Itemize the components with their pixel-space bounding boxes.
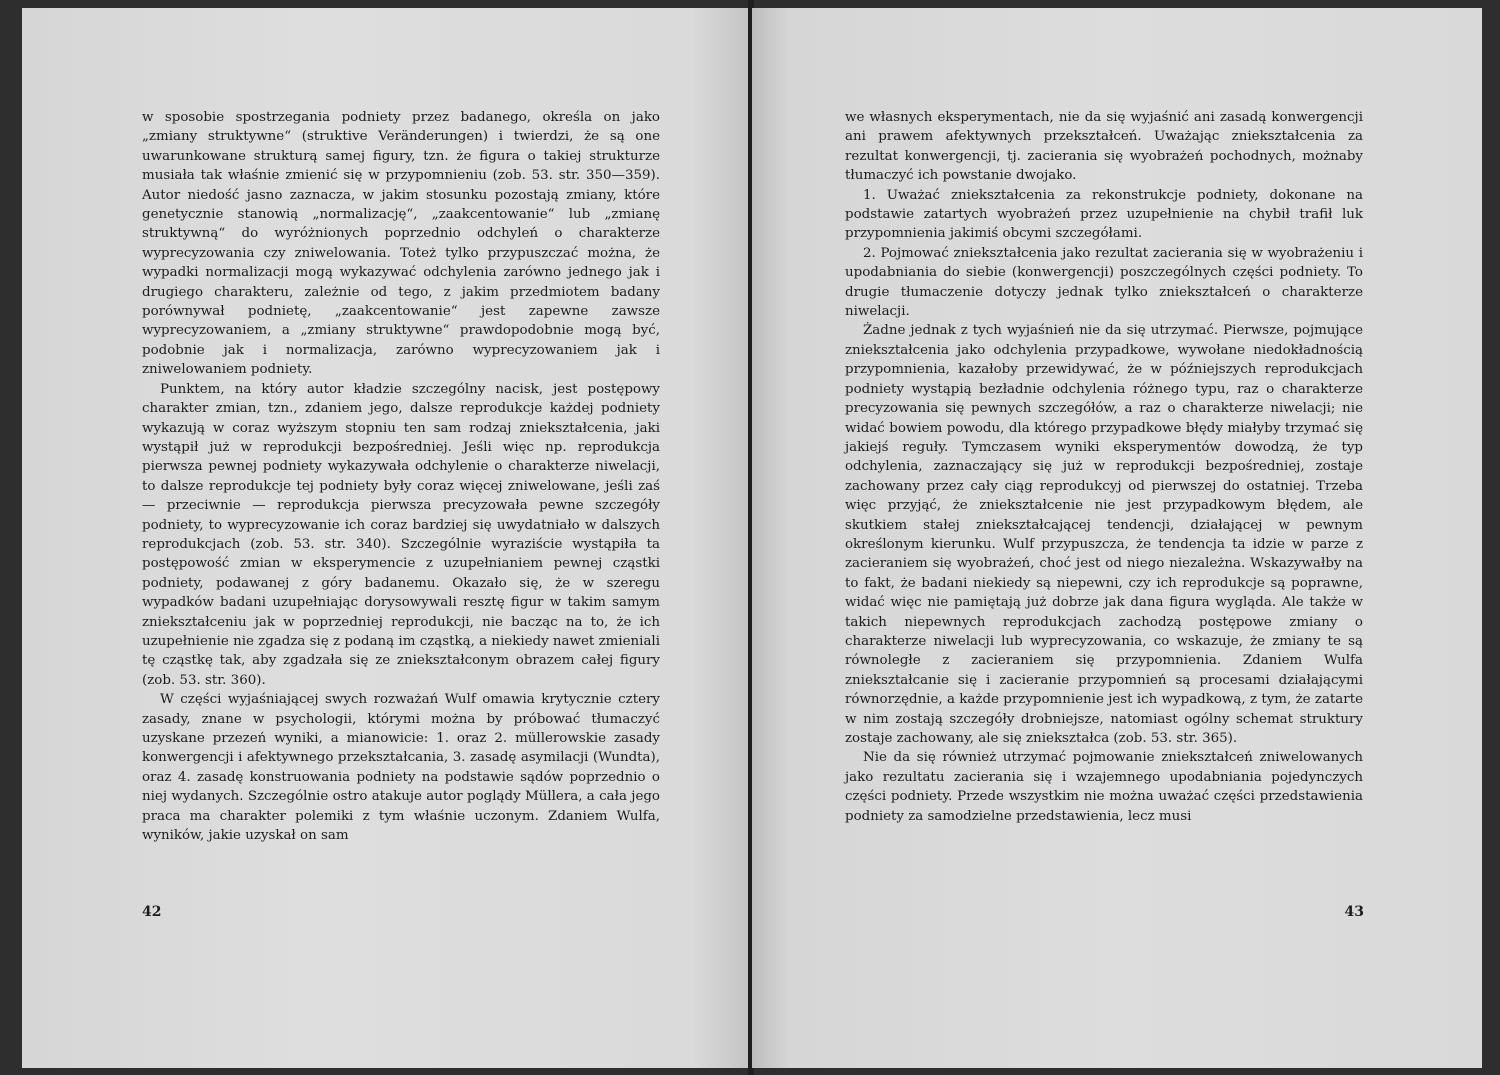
paragraph: 2. Pojmować zniekształcenia jako rezultat zacierania się w wyobrażeniu i upodabniania do siebie (konwergencji) poszczególnych części podniety. To drugie tłumaczenie dotyczy jednak tylko zniekształceń o charakterze niwelacji. (845, 245, 1363, 320)
page-number: 43 (1344, 904, 1364, 920)
paragraph: Żadne jednak z tych wyjaśnień nie da się utrzymać. Pierwsze, pojmujące zniekształcenia jako odchylenia przypadkowe, wywołane niedokładnością przypomnienia, kazałoby przewidywać, że w późniejszych reprodukcjach podniety wystąpią bezładnie odchylenia różnego typu, raz o charakterze precyzowania się pewnych szczegółów, a raz o charakterze niwelacji; nie widać bowiem powodu, dla którego przypadkowe błędy miałyby trzymać się jakiejś reguły. Tymczasem wyniki eksperymentów dowodzą, że typ odchylenia, zaznaczający się już w reprodukcji bezpośredniej, zostaje zachowany przez cały ciąg reprodukcyj od pierwszej do ostatniej. Trzeba więc przyjąć, że zniekształcenie nie jest przypadkowym błędem, ale skutkiem stałej zniekształcającej tendencji, działającej w pewnym określonym kierunku. Wulf przypuszcza, że tendencja ta idzie w parze z zacieraniem się wyobrażeń, choć jest od niego niezależna. Wskazywałby na to fakt, że badani niekiedy są niepewni, czy ich reprodukcje są poprawne, widać więc nie pamiętają już dobrze jak dana figura wygląda. Ale także w takich niepewnych reprodukcjach zachodzą postępowe zmiany o charakterze niwelacji lub wyprecyzowania, co wskazuje, że zmiany te są równoległe z zacieraniem się przypomnienia. Zdaniem Wulfa zniekształcanie się i zacieranie przypomnień są procesami działającymi równorzędnie, a każde przypomnienie jest ich wypadkową, z tym, że zatarte w nim zostają szczegóły drobniejsze, natomiast ogólny schemat struktury zostaje zachowany, ale się zniekształca (zob. 53. str. 365). (845, 323, 1363, 746)
right-page-text (845, 108, 1363, 826)
right-page (752, 8, 1482, 1068)
paragraph: W części wyjaśniającej swych rozważań Wulf omawia krytycznie cztery zasady, znane w psychologii, którymi można by próbować tłumaczyć uzyskane przezeń wyniki, a mianowicie: 1. oraz 2. müllerowskie zasady konwergencji i afektywnego przekształcania, 3. zasadę asymilacji (Wundta), oraz 4. zasadę konstruowania podniety na podstawie sądów poprzednio o niej wydanych. Szczególnie ostro atakuje autor poglądy Müllera, a cała jego praca ma charakter polemiki z tym właśnie uczonym. Zdaniem Wulfa, wyników, jakie uzyskał on sam (142, 692, 660, 844)
paragraph: we własnych eksperymentach, nie da się wyjaśnić ani zasadą konwergencji ani prawem afektywnych przekształceń. Uważając zniekształcenia za rezultat konwergencji, tj. zacierania się wyobrażeń pochodnych, możnaby tłumaczyć ich powstanie dwojako. (845, 110, 1363, 184)
paragraph: Nie da się również utrzymać pojmowanie zniekształceń zniwelowanych jako rezultatu zacierania się i wzajemnego upodabniania pojedynczych części podniety. Przede wszystkim nie można uważać części przedstawienia podniety za samodzielne przedstawienia, lecz musi (845, 750, 1363, 824)
paragraph: Punktem, na który autor kładzie szczególny nacisk, jest postępowy charakter zmian, tzn., zdaniem jego, dalsze reprodukcje każdej podniety wykazują w coraz wyższym stopniu ten sam rodzaj zniekształcenia, jaki wystąpił już w reprodukcji bezpośredniej. Jeśli więc np. reprodukcja pierwsza pewnej podniety wykazywała odchylenie o charakterze niwelacji, to dalsze reprodukcje tej podniety były coraz więcej zniwelowane, jeśli zaś — przeciwnie — reprodukcja pierwsza precyzowała pewne szczegóły podniety, to wyprecyzowanie ich coraz bardziej się uwydatniało w dalszych reprodukcjach (zob. 53. str. 340). Szczególnie wyraziście wystąpiła ta postępowość zmian w eksperymencie z uzupełnianiem pewnej cząstki podniety, podawanej z góry badanemu. Okazało się, że w szeregu wypadków badani uzupełniając dorysowywali resztę figur w takim samym zniekształceniu jak w poprzedniej reprodukcji, nie bacząc na to, że ich uzupełnienie nie zgadza się z podaną im cząstką, a niekiedy nawet zmieniali tę cząstkę tak, aby zgadzała się ze zniekształconym obrazem całej figury (zob. 53. str. 360). (142, 381, 660, 688)
paragraph: w sposobie spostrzegania podniety przez badanego, określa on jako „zmiany struktywne“ (struktive Veränderungen) i twierdzi, że są one uwarunkowane strukturą samej figury, tzn. że figura o takiej strukturze musiała tak właśnie zmienić się w przypomnieniu (zob. 53. str. 350—359). Autor niedość jasno zaznacza, w jakim stosunku pozostają zmiany, które genetycznie stanowią „normalizację“, „zaakcentowanie“ lub „zmianę struktywną“ do wyróżnionych poprzednio odchyleń o charakterze wyprecyzowania czy zniwelowania. Toteż tylko przypuszczać można, że wypadki normalizacji mogą wykazywać odchylenia zarówno jednego jak i drugiego charakteru, zależnie od tego, z jakim przedmiotem badany porównywał podnietę, „zaakcentowanie“ jest zapewne zawsze wyprecyzowaniem, a „zmiany struktywne“ prawdopodobnie mogą być, podobnie jak i normalizacja, zarówno wyprecyzowaniem jak i zniwelowaniem podniety. (142, 110, 660, 378)
paragraph: 1. Uważać zniekształcenia za rekonstrukcje podniety, dokonane na podstawie zatartych wyobrażeń przez uzupełnienie na chybił trafił luk przypomnienia jakimiś obcymi szczegółami. (845, 187, 1363, 242)
left-page-text (142, 108, 660, 845)
left-page (22, 8, 750, 1068)
page-number: 42 (142, 904, 162, 920)
